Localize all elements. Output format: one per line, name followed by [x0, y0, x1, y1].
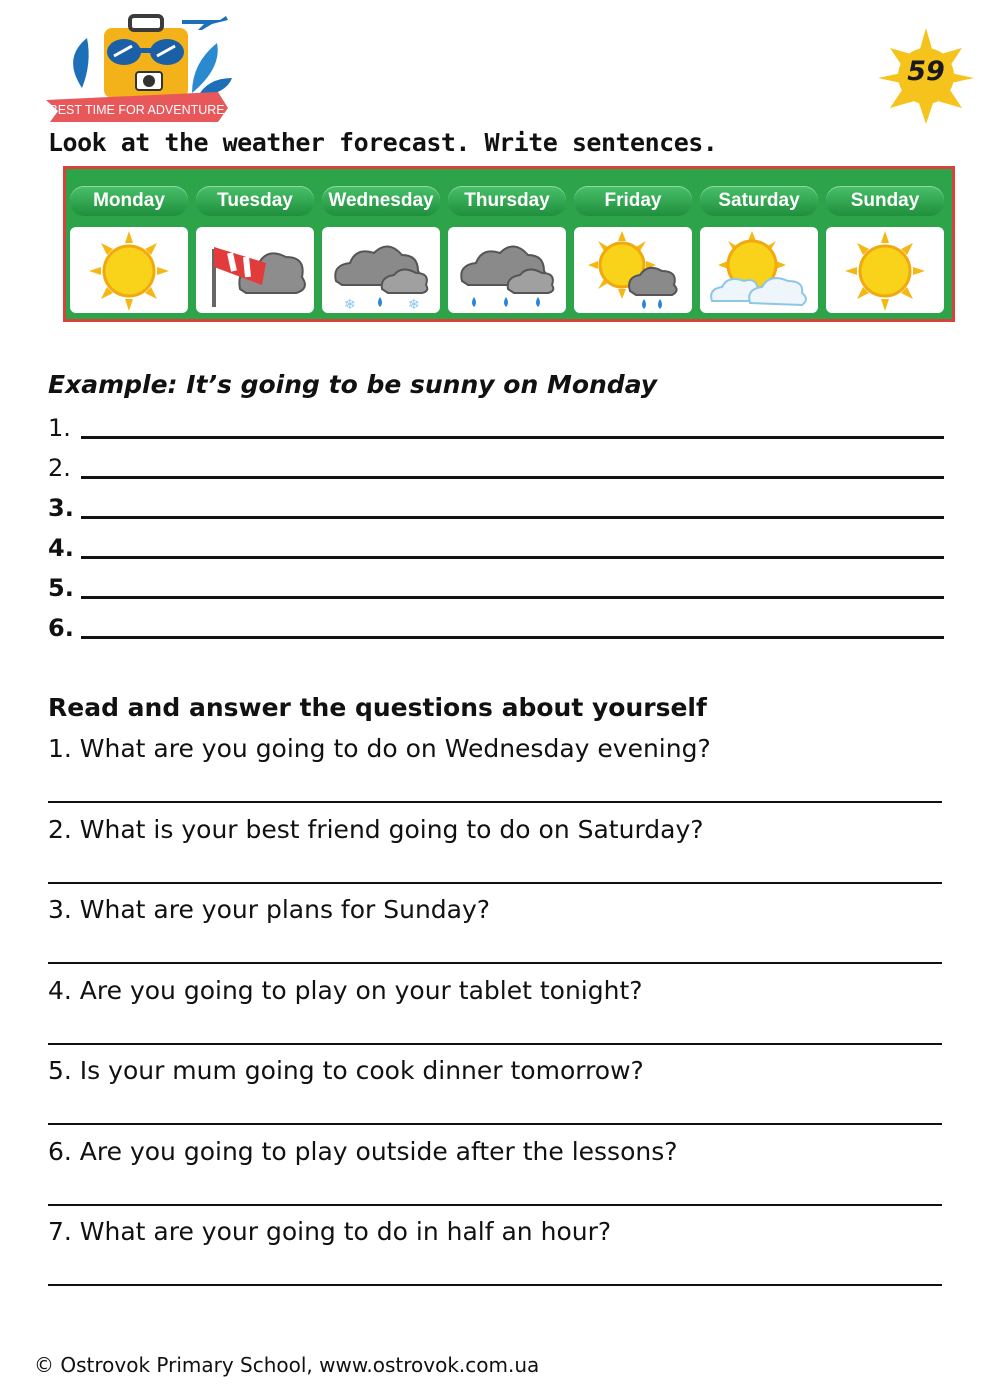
weather-card: [574, 227, 692, 313]
writing-line-5[interactable]: [48, 574, 948, 604]
answer-line[interactable]: [81, 516, 944, 519]
forecast-day-monday: [66, 169, 188, 319]
forecast-day-thursday: [444, 169, 566, 319]
day-label: Tuesday: [196, 186, 314, 216]
answer-line-3[interactable]: [48, 962, 942, 964]
answer-line[interactable]: [81, 596, 944, 599]
line-number: 4.: [48, 534, 74, 562]
logo-text: BEST TIME FOR ADVENTURE: [49, 103, 225, 117]
line-number: 5.: [48, 574, 74, 602]
sun-icon: [826, 227, 944, 313]
answer-line[interactable]: [81, 476, 944, 479]
day-label: Monday: [70, 186, 188, 216]
svg-text:❄: ❄: [344, 297, 356, 313]
partly-cloudy-icon: [700, 227, 818, 313]
day-label: Friday: [574, 186, 692, 216]
question-1: 1. What are you going to do on Wednesday evening?: [48, 734, 711, 763]
weather-card: [196, 227, 314, 313]
answer-line-6[interactable]: [48, 1204, 942, 1206]
writing-line-1[interactable]: [48, 414, 948, 444]
weather-card: [448, 227, 566, 313]
weather-card: [700, 227, 818, 313]
forecast-day-tuesday: [192, 169, 314, 319]
forecast-day-saturday: [696, 169, 818, 319]
instruction-heading: Look at the weather forecast. Write sentences.: [48, 128, 718, 157]
snow-rain-clouds-icon: [322, 227, 440, 313]
weather-card: [826, 227, 944, 313]
page-number-badge: [876, 26, 976, 126]
writing-line-6[interactable]: [48, 614, 948, 644]
question-5: 5. Is your mum going to cook dinner tomorrow?: [48, 1056, 644, 1085]
sun-rain-cloud-icon: [574, 227, 692, 313]
writing-line-4[interactable]: [48, 534, 948, 564]
windy-cloud-icon: [196, 227, 314, 313]
line-number: 2.: [48, 454, 71, 482]
rain-clouds-icon: [448, 227, 566, 313]
questions-heading: Read and answer the questions about yourself: [48, 693, 707, 722]
line-number: 6.: [48, 614, 74, 642]
question-4: 4. Are you going to play on your tablet tonight?: [48, 976, 643, 1005]
answer-line[interactable]: [81, 636, 944, 639]
logo: [42, 8, 232, 126]
writing-line-3[interactable]: [48, 494, 948, 524]
day-label: Sunday: [826, 186, 944, 216]
day-label: Saturday: [700, 186, 818, 216]
question-6: 6. Are you going to play outside after the lessons?: [48, 1137, 678, 1166]
forecast-day-sunday: [822, 169, 944, 319]
svg-text:❄: ❄: [408, 297, 420, 313]
answer-line-2[interactable]: [48, 882, 942, 884]
answer-line[interactable]: [81, 556, 944, 559]
example-sentence: Example: It’s going to be sunny on Monday: [48, 370, 658, 399]
copyright-footer: © Ostrovok Primary School, www.ostrovok.com.ua: [34, 1353, 540, 1377]
day-label: Thursday: [448, 186, 566, 216]
weather-card: [322, 227, 440, 313]
question-2: 2. What is your best friend going to do on Saturday?: [48, 815, 704, 844]
weather-card: [70, 227, 188, 313]
line-number: 1.: [48, 414, 71, 442]
weather-forecast-table: [63, 166, 955, 322]
sun-icon: [70, 227, 188, 313]
forecast-day-wednesday: [318, 169, 440, 319]
answer-line[interactable]: [81, 436, 944, 439]
answer-line-4[interactable]: [48, 1043, 942, 1045]
answer-line-5[interactable]: [48, 1123, 942, 1125]
question-3: 3. What are your plans for Sunday?: [48, 895, 491, 924]
writing-line-2[interactable]: [48, 454, 948, 484]
page-number: 59: [907, 56, 945, 87]
line-number: 3.: [48, 494, 74, 522]
day-label: Wednesday: [322, 186, 440, 216]
question-7: 7. What are your going to do in half an hour?: [48, 1217, 612, 1246]
answer-line-7[interactable]: [48, 1284, 942, 1286]
answer-line-1[interactable]: [48, 801, 942, 803]
forecast-day-friday: [570, 169, 692, 319]
